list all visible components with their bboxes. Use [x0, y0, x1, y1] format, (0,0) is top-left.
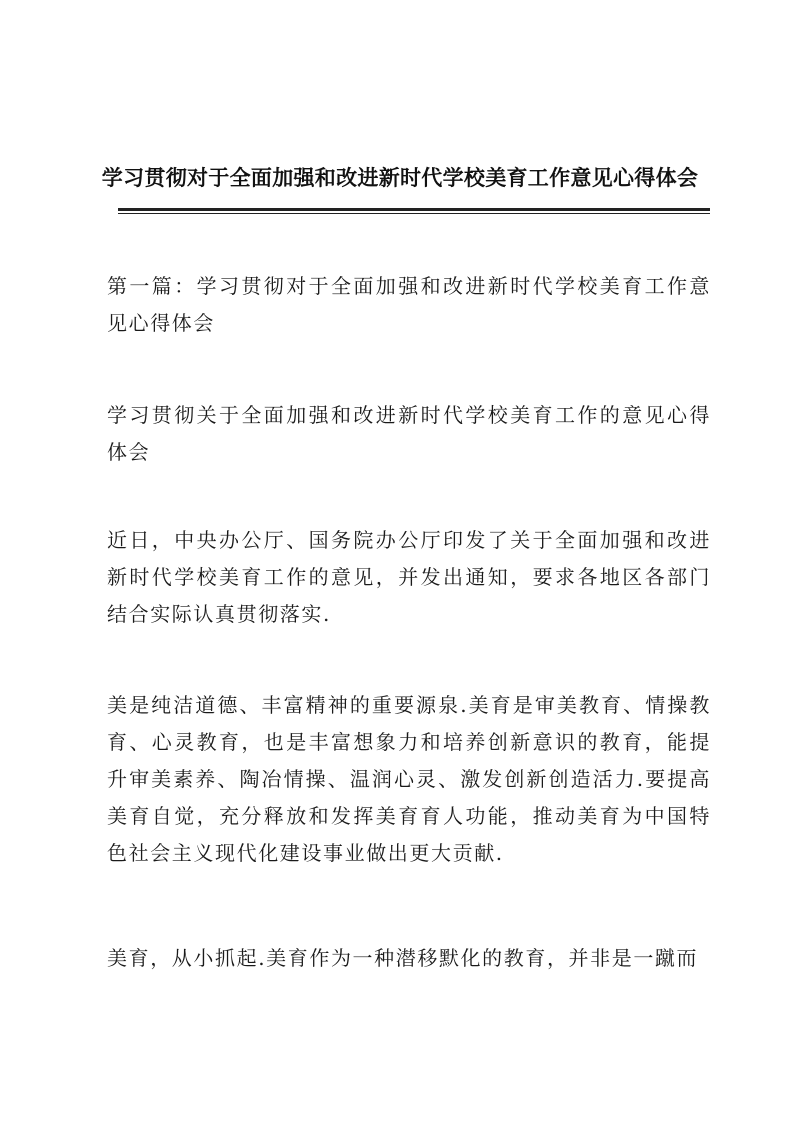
- document-title: 学习贯彻对于全面加强和改进新时代学校美育工作意见心得体会: [101, 166, 699, 190]
- paragraph-chapter-heading: 第一篇：学习贯彻对于全面加强和改进新时代学校美育工作意见心得体会: [107, 274, 711, 335]
- paragraph-body: 美育，从小抓起.美育作为一种潜移默化的教育，并非是一蹴而: [107, 946, 699, 970]
- paragraph-body: 美是纯洁道德、丰富精神的重要源泉.美育是审美教育、情操教育、心灵教育，也是丰富想象力和培养创新意识的教育，能提升审美素养、陶冶情操、温润心灵、激发创新创造活力.要提高美育自觉，充分释放和发挥美育育人功能，推动美育为中国特色社会主义现代化建设事业做出更大贡献.: [107, 693, 711, 865]
- title-underline-thin: [118, 213, 710, 214]
- title-underline-thick: [118, 208, 710, 211]
- paragraph-subtitle: 学习贯彻关于全面加强和改进新时代学校美育工作的意见心得体会: [107, 403, 711, 464]
- paragraph-body: 近日，中央办公厅、国务院办公厅印发了关于全面加强和改进新时代学校美育工作的意见，并发出通知，要求各地区各部门结合实际认真贯彻落实.: [107, 528, 711, 626]
